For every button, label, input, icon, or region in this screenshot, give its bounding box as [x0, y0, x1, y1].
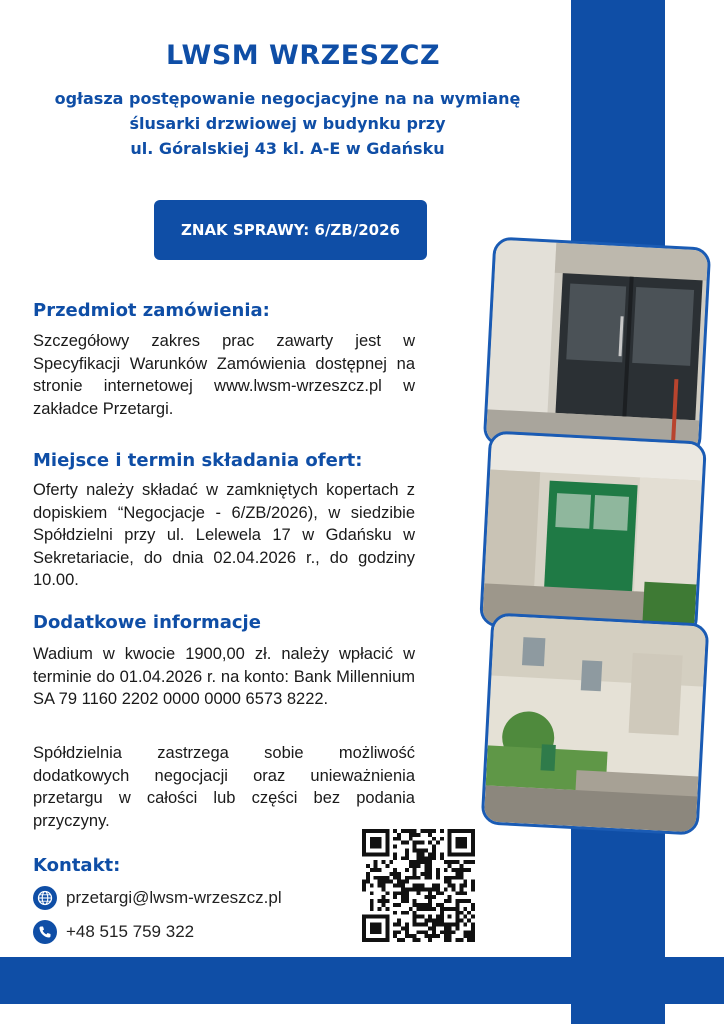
- subtitle-line: ślusarki drzwiowej w budynku przy: [129, 114, 446, 133]
- section-text-deposit: Wadium w kwocie 1900,00 zł. należy wpłacić w terminie do 01.04.2026 r. na konto: Bank Millennium SA 79 1160 2202 0000 0000 6573 8222.: [33, 645, 415, 708]
- photo-green-door: [479, 430, 707, 637]
- page-title: LWSM WRZESZCZ: [165, 40, 441, 71]
- horizontal-blue-stripe: [0, 957, 724, 1004]
- qr-code: [362, 829, 475, 942]
- contact-email-row: [33, 886, 282, 910]
- photo-dark-door: [483, 236, 712, 456]
- case-number-text: ZNAK SPRAWY: 6/ZB/2026: [181, 221, 400, 239]
- contact-title: Kontakt:: [33, 855, 121, 876]
- globe-icon: [33, 886, 57, 910]
- subtitle-line: ogłasza postępowanie negocjacyjne na na wymianę: [54, 89, 521, 108]
- case-number-badge: [154, 200, 427, 260]
- contact-phone[interactable]: +48 515 759 322: [66, 922, 195, 941]
- phone-icon: [33, 920, 57, 944]
- section-title-subject: Przedmiot zamówienia:: [33, 300, 270, 321]
- subtitle-line: ul. Góralskiej 43 kl. A-E w Gdańsku: [130, 139, 445, 158]
- announcement-subtitle: [0, 86, 575, 161]
- section-text-subject: Szczegółowy zakres prac zawarty jest w Specyfikacji Warunków Zamówienia dostępnej na stronie internetowej www.lwsm-wrzeszcz.pl w zakładce Przetargi.: [33, 332, 415, 418]
- section-text-offers: Oferty należy składać w zamkniętych kopertach z dopiskiem “Negocjacje - 6/ZB/2026), w siedzibie Spółdzielni przy ul. Lelewela 17 w Gdańsku w Sekretariacie, do dnia 02.04.2026 r., do godziny 10.00.: [33, 481, 415, 589]
- section-text-reservation: Spółdzielnia zastrzega sobie możliwość dodatkowych negocjacji oraz unieważnienia przetargu w całości lub części bez podania przyczyny.: [33, 744, 415, 830]
- section-title-offers: Miejsce i termin składania ofert:: [33, 450, 363, 471]
- contact-email[interactable]: przetargi@lwsm-wrzeszcz.pl: [66, 888, 282, 907]
- photo-building-entrance: [481, 612, 710, 835]
- section-title-additional: Dodatkowe informacje: [33, 612, 261, 633]
- contact-phone-row: [33, 920, 194, 944]
